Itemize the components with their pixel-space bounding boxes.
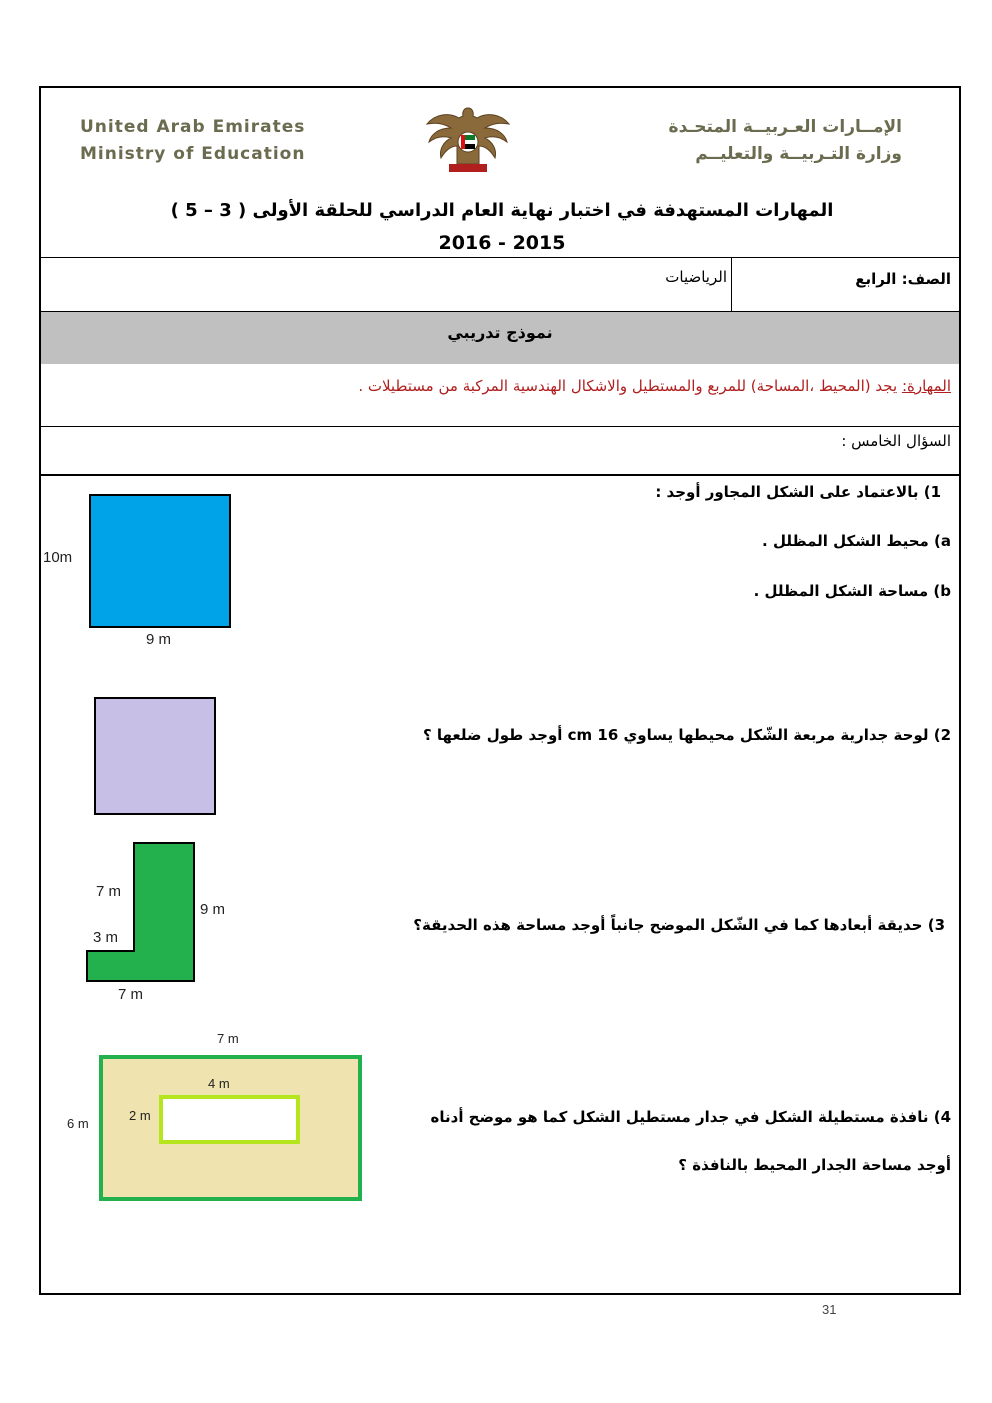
figure-4-inner-height-label: 2 m (129, 1108, 151, 1123)
model-label: نموذج تدريبي (447, 323, 553, 342)
figure-4-inner-width-label: 4 m (208, 1076, 230, 1091)
figure-1-width-label: 9 m (146, 631, 172, 648)
figure-4-outer-width-label: 7 m (217, 1031, 239, 1046)
figure-3-top-label: 7 m (96, 883, 122, 900)
question-4-part-b: أوجد مساحة الجدار المحيط بالنافذة ؟ (678, 1156, 951, 1174)
question-1: 1) بالاعتماد على الشكل المجاور أوجد : (655, 483, 941, 501)
divider (41, 474, 959, 476)
figure-3-step-label: 3 m (93, 929, 119, 946)
info-divider (731, 257, 732, 311)
skill-label: المهارة: (901, 377, 951, 395)
page-number: 31 (822, 1302, 837, 1317)
skill-text: يجد (المحيط ،المساحة) للمربع والمستطيل والاشكال الهندسية المركبة من مستطيلات . (358, 377, 898, 395)
logo-ar-line2: وزارة التـربيــة والتعليــم (695, 144, 902, 164)
question-1b: b) مساحة الشكل المظلل . (753, 582, 951, 600)
figure-1-rectangle (89, 494, 231, 628)
figure-4-window (159, 1095, 300, 1144)
figure-3-l-shape (84, 840, 198, 984)
figure-2-square (94, 697, 216, 815)
question-4: 4) نافذة مستطيلة الشكل في جدار مستطيل الشكل كما هو موضح أدناه (430, 1108, 951, 1126)
question-2: 2) لوحة جدارية مربعة الشّكل محيطها يساوي 16 cm أوجد طول ضلعها ؟ (422, 726, 951, 744)
question-3: 3) حديقة أبعادها كما في الشّكل الموضح جانباً أوجد مساحة هذه الحديقة؟ (413, 916, 945, 934)
figure-3-right-label: 9 m (200, 901, 226, 918)
divider (41, 257, 959, 258)
question-1a: a) محيط الشكل المظلل . (762, 532, 951, 550)
logo-en-line2: Ministry of Education (80, 144, 306, 164)
logo-en-line1: United Arab Emirates (80, 117, 306, 137)
academic-year: 2015 - 2016 (438, 232, 566, 254)
page-title: المهارات المستهدفة في اختبار نهاية العام الدراسي للحلقة الأولى ( 3 – 5 ) (170, 200, 834, 221)
grade-label: الصف: الرابع (855, 270, 951, 288)
figure-1-height-label: 10m (43, 549, 73, 566)
figure-3-bottom-label: 7 m (118, 986, 144, 1003)
question-label: السؤال الخامس : (841, 432, 951, 450)
model-band (41, 312, 959, 364)
divider (41, 426, 959, 427)
skill-line (358, 377, 951, 395)
subject-label: الرياضيات (665, 268, 727, 286)
logo-ar-line1: الإمــارات العـربيــة المتحـدة (668, 117, 902, 137)
figure-4-outer-height-label: 6 m (67, 1116, 89, 1131)
